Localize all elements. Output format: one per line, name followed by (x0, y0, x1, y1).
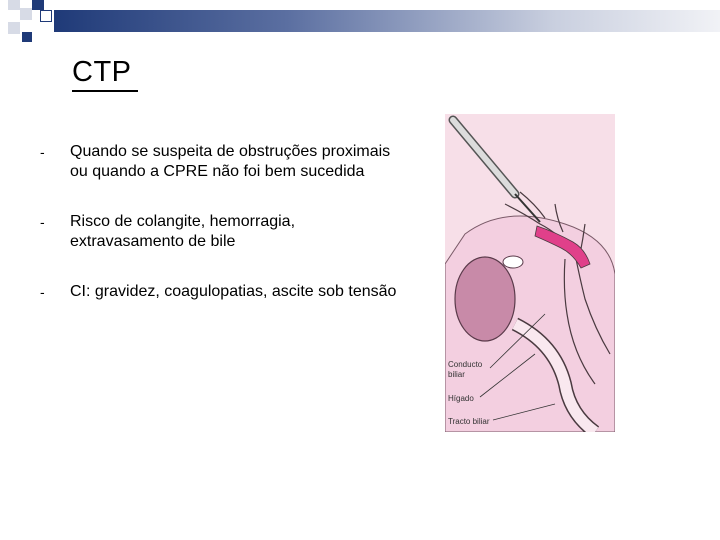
header-square-6 (22, 32, 32, 42)
title-underline (72, 90, 138, 92)
ctp-illustration (445, 114, 615, 432)
header-square-4 (40, 10, 52, 22)
label-tracto: Tracto biliar (448, 417, 490, 426)
gallbladder-shape (455, 257, 515, 341)
header-square-3 (32, 0, 44, 10)
header-bar (54, 10, 720, 32)
slide-title: CTP (72, 56, 132, 88)
header-square-2 (20, 8, 32, 20)
bullet-marker: - (40, 144, 45, 160)
bullet-text: Risco de colangite, hemorragia, extravasamento de bile (70, 213, 296, 250)
bullet-item (40, 142, 400, 182)
gallbladder-neck (503, 256, 523, 268)
header-square-1 (8, 0, 20, 10)
label-higado: Hígado (448, 394, 474, 403)
bullet-text: Quando se suspeita de obstruções proximais ou quando a CPRE não foi bem sucedida (70, 143, 391, 180)
label-biliar: biliar (448, 370, 465, 379)
bullet-marker: - (40, 284, 45, 300)
bullet-item (40, 212, 400, 252)
bullet-text: CI: gravidez, coagulopatias, ascite sob tensão (70, 283, 397, 300)
header-square-5 (8, 22, 20, 34)
bullet-marker: - (40, 214, 45, 230)
bullet-list (40, 142, 400, 332)
illustration-svg (445, 114, 615, 432)
bullet-item (40, 282, 400, 302)
label-conducto: Conducto (448, 360, 483, 369)
